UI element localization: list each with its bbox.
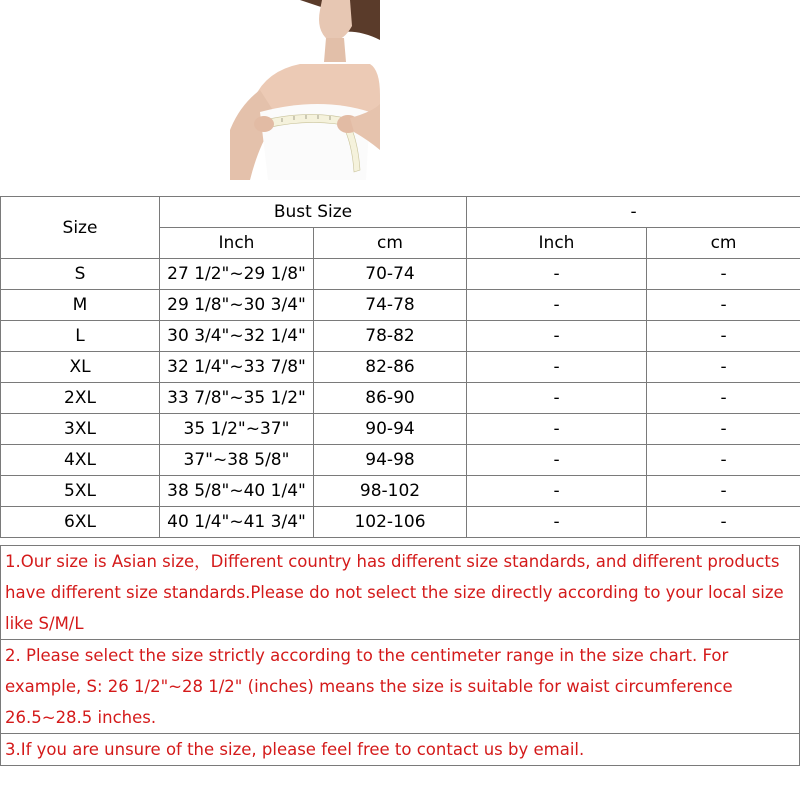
product-photo	[230, 0, 380, 180]
secondary-cm-cell: -	[647, 290, 800, 321]
table-row	[1, 476, 800, 507]
inch-subheader: Inch	[160, 228, 314, 259]
table-row	[1, 321, 800, 352]
bust-inch-cell: 30 3/4"~32 1/4"	[160, 321, 314, 352]
cm-subheader: cm	[314, 228, 467, 259]
secondary-cm-cell: -	[647, 383, 800, 414]
bust-cm-cell: 78-82	[314, 321, 467, 352]
table-row	[1, 259, 800, 290]
bust-inch-cell: 40 1/4"~41 3/4"	[160, 507, 314, 538]
table-row	[1, 507, 800, 538]
bust-size-header: Bust Size	[160, 197, 467, 228]
bust-inch-cell: 38 5/8"~40 1/4"	[160, 476, 314, 507]
secondary-inch-cell: -	[467, 259, 647, 290]
bust-inch-cell: 29 1/8"~30 3/4"	[160, 290, 314, 321]
secondary-cm-cell: -	[647, 507, 800, 538]
secondary-inch-cell: -	[467, 414, 647, 445]
bust-cm-cell: 102-106	[314, 507, 467, 538]
secondary-inch-cell: -	[467, 383, 647, 414]
size-column-header: Size	[1, 197, 160, 259]
size-cell: S	[1, 259, 160, 290]
secondary-cm-cell: -	[647, 414, 800, 445]
size-cell: M	[1, 290, 160, 321]
note-centimeter-range: 2. Please select the size strictly according to the centimeter range in the size chart. For example, S: 26 1/2"~28 1/2" (inches) means the size is suitable for waist circumference 26.5~28.5 inches.	[1, 640, 800, 734]
bust-cm-cell: 94-98	[314, 445, 467, 476]
secondary-inch-cell: -	[467, 290, 647, 321]
secondary-inch-cell: -	[467, 476, 647, 507]
secondary-cm-cell: -	[647, 352, 800, 383]
bust-inch-cell: 27 1/2"~29 1/8"	[160, 259, 314, 290]
bust-cm-cell: 70-74	[314, 259, 467, 290]
table-header-row	[1, 197, 800, 228]
secondary-cm-cell: -	[647, 259, 800, 290]
size-cell: XL	[1, 352, 160, 383]
size-notes	[0, 545, 800, 766]
note-asian-size: 1.Our size is Asian size，Different country has different size standards, and different products have different size standards.Please do not select the size directly according to your local size like S/M/L	[1, 546, 800, 640]
size-chart-table	[0, 196, 800, 538]
size-cell: L	[1, 321, 160, 352]
cm-subheader-secondary: cm	[647, 228, 800, 259]
size-cell: 4XL	[1, 445, 160, 476]
bust-cm-cell: 82-86	[314, 352, 467, 383]
secondary-cm-cell: -	[647, 445, 800, 476]
size-cell: 3XL	[1, 414, 160, 445]
table-row	[1, 352, 800, 383]
bust-cm-cell: 90-94	[314, 414, 467, 445]
bust-cm-cell: 86-90	[314, 383, 467, 414]
table-row	[1, 414, 800, 445]
bust-inch-cell: 32 1/4"~33 7/8"	[160, 352, 314, 383]
secondary-inch-cell: -	[467, 507, 647, 538]
bust-inch-cell: 35 1/2"~37"	[160, 414, 314, 445]
note-contact-email: 3.If you are unsure of the size, please feel free to contact us by email.	[1, 734, 800, 766]
bust-cm-cell: 98-102	[314, 476, 467, 507]
bust-inch-cell: 33 7/8"~35 1/2"	[160, 383, 314, 414]
size-cell: 5XL	[1, 476, 160, 507]
secondary-cm-cell: -	[647, 321, 800, 352]
size-cell: 6XL	[1, 507, 160, 538]
table-row	[1, 290, 800, 321]
bust-cm-cell: 74-78	[314, 290, 467, 321]
table-row	[1, 445, 800, 476]
bust-inch-cell: 37"~38 5/8"	[160, 445, 314, 476]
secondary-measure-header: -	[467, 197, 800, 228]
inch-subheader-secondary: Inch	[467, 228, 647, 259]
size-cell: 2XL	[1, 383, 160, 414]
secondary-inch-cell: -	[467, 321, 647, 352]
table-row	[1, 383, 800, 414]
secondary-cm-cell: -	[647, 476, 800, 507]
secondary-inch-cell: -	[467, 352, 647, 383]
secondary-inch-cell: -	[467, 445, 647, 476]
measuring-model-illustration	[230, 0, 380, 180]
